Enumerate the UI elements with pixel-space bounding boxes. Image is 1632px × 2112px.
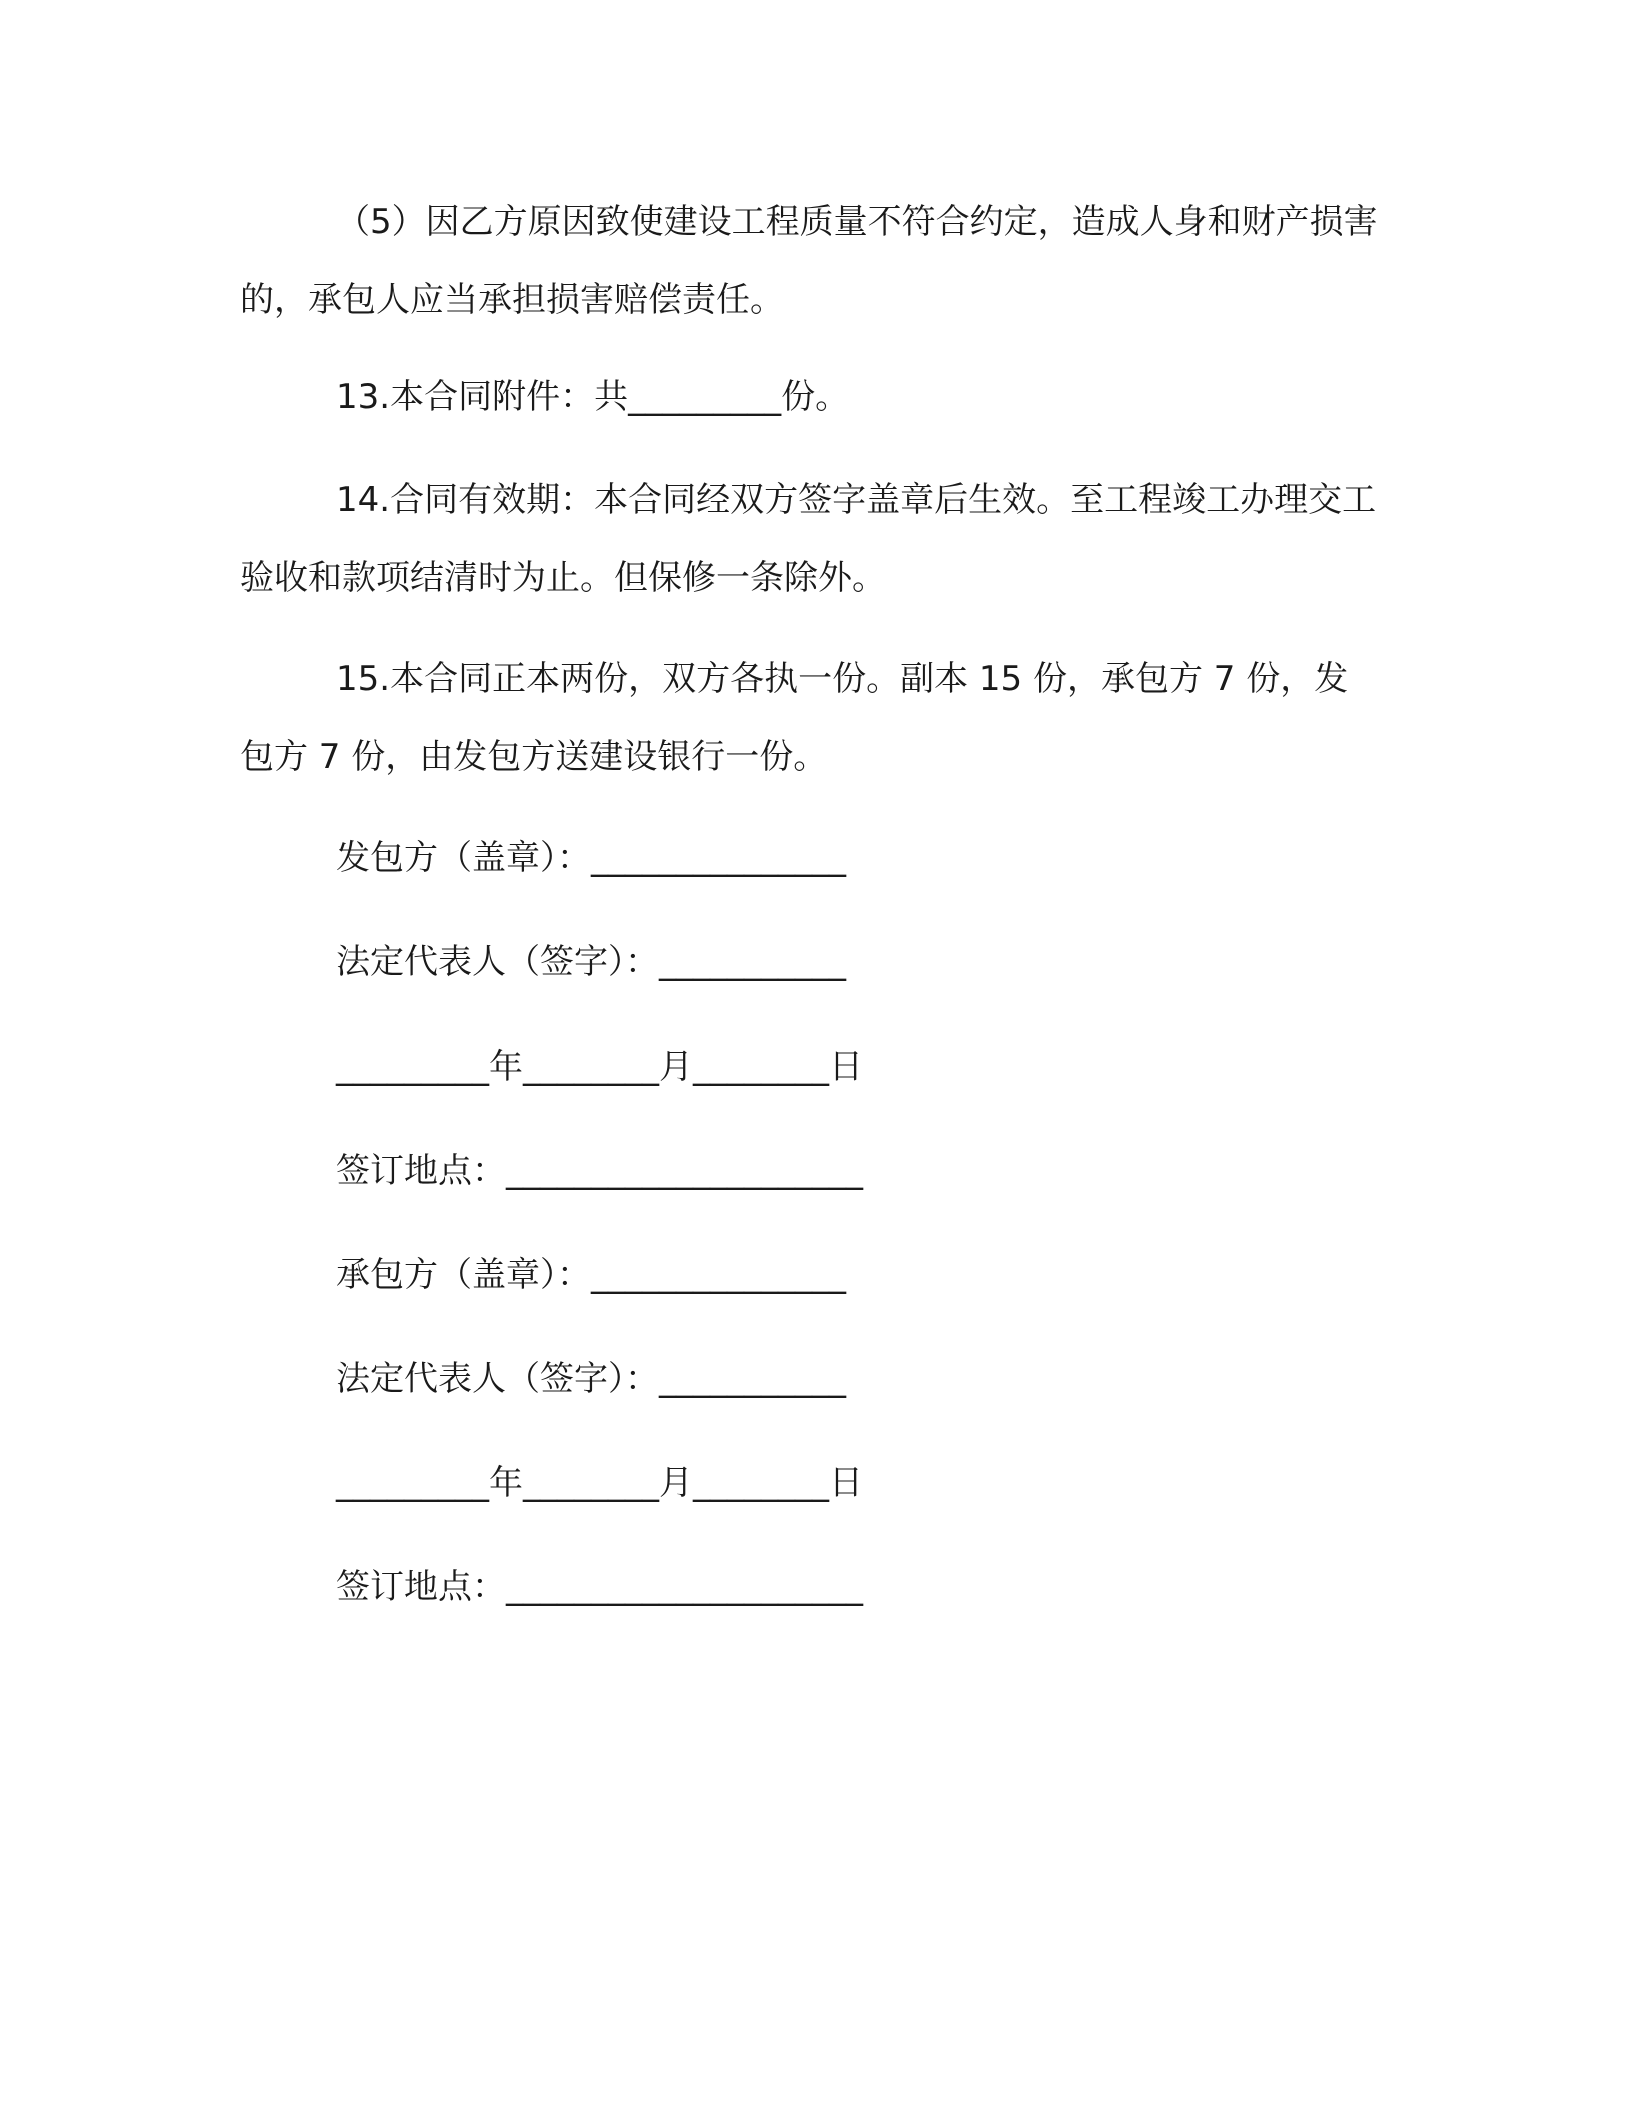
clause-15-copies: 15.本合同正本两份，双方各执一份。副本 15 份，承包方 7 份，发包方 7 份，由发包方送建设银行一份。	[240, 659, 1349, 777]
employer-legal-rep-line: 法定代表人（签字）：___________	[336, 942, 846, 982]
employer-seal-line: 发包方（盖章）：_______________	[336, 838, 846, 878]
contractor-date-line: _________年________月________日	[336, 1463, 863, 1503]
contractor-place-line: 签订地点：_____________________	[336, 1567, 863, 1607]
employer-date-line: _________年________月________日	[336, 1047, 863, 1087]
clause-5-paragraph: （5）因乙方原因致使建设工程质量不符合约定，造成人身和财产损害的，承包人应当承担损害赔偿责任。	[240, 202, 1378, 320]
employer-place-line: 签订地点：_____________________	[336, 1151, 863, 1191]
clause-14-validity: 14.合同有效期：本合同经双方签字盖章后生效。至工程竣工办理交工验收和款项结清时为止。但保修一条除外。	[240, 480, 1377, 598]
contractor-legal-rep-line: 法定代表人（签字）：___________	[336, 1359, 846, 1399]
contractor-seal-line: 承包方（盖章）：_______________	[336, 1255, 846, 1295]
clause-13-attachments: 13.本合同附件：共_________份。	[336, 377, 850, 417]
